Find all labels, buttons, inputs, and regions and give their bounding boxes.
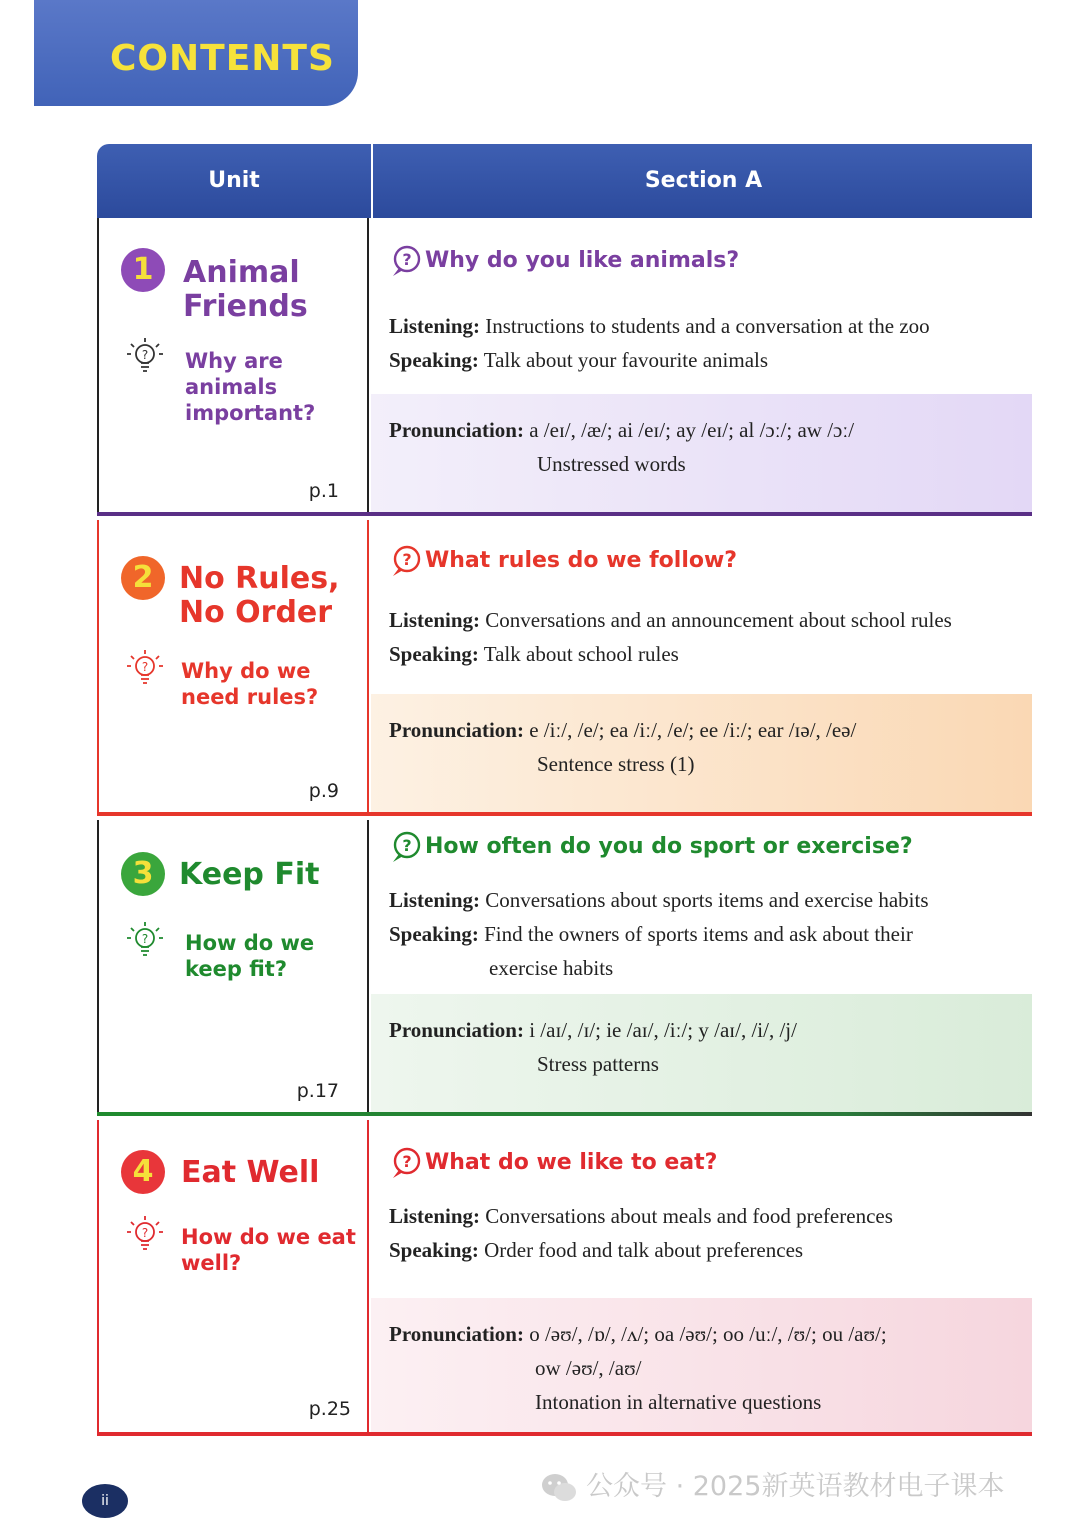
big-question [185,348,315,426]
pronunciation-text: o /əʊ/, /ɒ/, /ʌ/; oa /əʊ/; oo /uː/, /ʊ/; ou /aʊ/; [529,1322,887,1346]
big-question-line: Why do we [181,659,311,683]
unit-row-4 [97,1120,1032,1436]
speaking-text: Find the owners of sports items and ask about their [484,922,913,946]
big-question [181,1224,356,1276]
unit-row-3 [97,820,1032,1116]
section-a-cell [371,218,1032,516]
section-question-text: What do we like to eat? [425,1150,718,1175]
watermark-text: 公众号 · 2025新英语教材电子课本 [586,1471,1005,1502]
pronunciation-subline: Intonation in alternative questions [535,1390,822,1414]
svg-text:?: ? [141,932,149,946]
row-divider [97,1432,1032,1436]
svg-text:?: ? [402,836,412,855]
speaking-text: Talk about school rules [483,642,679,666]
pronunciation-line [389,1322,887,1347]
speaking-text: Order food and talk about preferences [484,1238,804,1262]
pronunciation-line [389,1018,797,1043]
lightbulb-question-icon [125,1214,165,1258]
big-question [185,930,314,982]
section-question-text: What rules do we follow? [425,548,738,573]
big-question-line: How do we eat [181,1225,356,1249]
speaking-line [389,642,679,667]
speaking-line [389,922,913,947]
section-a-cell [371,1120,1032,1436]
big-question-line: need rules? [181,685,319,709]
speaking-text: Talk about your favourite animals [483,348,769,372]
listening-label: Listening: [389,608,481,632]
unit-number-badge: 2 [121,556,165,600]
page-reference: p.17 [296,1080,339,1102]
unit-title [179,858,319,892]
pronunciation-text: a /eɪ/, /æ/; ai /eɪ/; ay /eɪ/; al /ɔː/; aw /ɔː/ [529,418,855,442]
column-header-section-a: Section A [371,144,1034,218]
big-question-line: animals [185,375,278,399]
pronunciation-label: Pronunciation: [389,418,524,442]
listening-text: Conversations about meals and food preferences [485,1204,893,1228]
page-reference: p.9 [308,780,339,802]
unit-row-1 [97,218,1032,516]
big-question-line: well? [181,1251,242,1275]
listening-text: Conversations about sports items and exercise habits [485,888,929,912]
row-divider [97,1112,1032,1116]
speaking-label: Speaking: [389,642,479,666]
speaking-line [389,1238,803,1263]
pronunciation-band [371,994,1032,1112]
pronunciation-text: i /aɪ/, /ɪ/; ie /aɪ/, /iː/; y /aɪ/, /i/, /j/ [529,1018,797,1042]
unit-cell [97,520,369,816]
section-question [389,1146,717,1180]
listening-label: Listening: [389,314,481,338]
unit-title-line: No Order [179,595,333,630]
big-question-line: keep fit? [185,957,288,981]
big-question-line: important? [185,401,316,425]
row-divider [97,512,1032,516]
section-question-text: Why do you like animals? [425,248,740,273]
pronunciation-subline: Unstressed words [537,452,686,476]
page-number: ii [82,1484,128,1518]
speaking-label: Speaking: [389,1238,479,1262]
speaking-label: Speaking: [389,922,479,946]
svg-text:?: ? [402,250,412,269]
page-reference: p.25 [308,1398,351,1420]
big-question [181,658,318,710]
speaking-line [389,348,768,373]
big-question-line: Why are [185,349,283,373]
big-question-line: How do we [185,931,315,955]
listening-label: Listening: [389,1204,481,1228]
listening-line [389,608,952,633]
listening-line [389,1204,893,1229]
unit-row-2 [97,520,1032,816]
wechat-icon [540,1472,578,1504]
pronunciation-label: Pronunciation: [389,718,524,742]
question-bubble-icon [389,544,423,578]
listening-line [389,888,929,913]
contents-table [97,144,1032,1438]
svg-text:?: ? [141,660,149,674]
unit-number-badge: 3 [121,852,165,896]
question-bubble-icon [389,830,423,864]
svg-text:?: ? [402,550,412,569]
pronunciation-band [371,1298,1032,1432]
unit-number-badge: 4 [121,1150,165,1194]
unit-cell [97,1120,369,1436]
unit-title-line: Keep Fit [179,857,320,892]
svg-text:?: ? [141,348,149,362]
listening-line [389,314,930,339]
pronunciation-subline: Sentence stress (1) [537,752,695,776]
pronunciation-subline: ow /əʊ/, /aʊ/ [535,1356,642,1380]
pronunciation-line [389,418,854,443]
speaking-label: Speaking: [389,348,479,372]
section-question [389,544,737,578]
listening-label: Listening: [389,888,481,912]
section-a-cell [371,520,1032,816]
unit-title-line: Friends [183,289,308,324]
pronunciation-line [389,718,856,743]
unit-cell [97,820,369,1116]
pronunciation-label: Pronunciation: [389,1322,524,1346]
lightbulb-question-icon [125,920,165,964]
speaking-continuation: exercise habits [489,956,614,980]
svg-text:?: ? [141,1226,149,1240]
contents-banner [34,0,358,106]
column-header-unit: Unit [208,168,260,193]
page-reference: p.1 [308,480,339,502]
question-bubble-icon [389,244,423,278]
unit-title-line: Animal [183,255,300,290]
section-question-text: How often do you do sport or exercise? [425,834,913,859]
unit-number-badge: 1 [121,248,165,292]
question-bubble-icon [389,1146,423,1180]
lightbulb-question-icon [125,336,165,380]
unit-title-line: No Rules, [179,561,340,596]
unit-title [179,562,340,630]
unit-title-line: Eat Well [181,1155,320,1190]
unit-cell [97,218,369,516]
pronunciation-subline: Stress patterns [537,1052,659,1076]
section-question [389,830,913,864]
listening-text: Instructions to students and a conversation at the zoo [485,314,930,338]
page-title: CONTENTS [110,38,335,79]
section-a-cell [371,820,1032,1116]
pronunciation-band [371,394,1032,512]
row-divider [97,812,1032,816]
pronunciation-text: e /iː/, /e/; ea /iː/, /e/; ee /iː/; ear /ɪə/, /eə/ [529,718,857,742]
watermark [540,1464,1004,1504]
pronunciation-label: Pronunciation: [389,1018,524,1042]
listening-text: Conversations and an announcement about school rules [485,608,952,632]
pronunciation-band [371,694,1032,812]
lightbulb-question-icon [125,648,165,692]
section-question [389,244,739,278]
svg-text:?: ? [402,1152,412,1171]
table-header [97,144,1032,218]
unit-title [183,256,308,324]
unit-title [181,1156,319,1190]
